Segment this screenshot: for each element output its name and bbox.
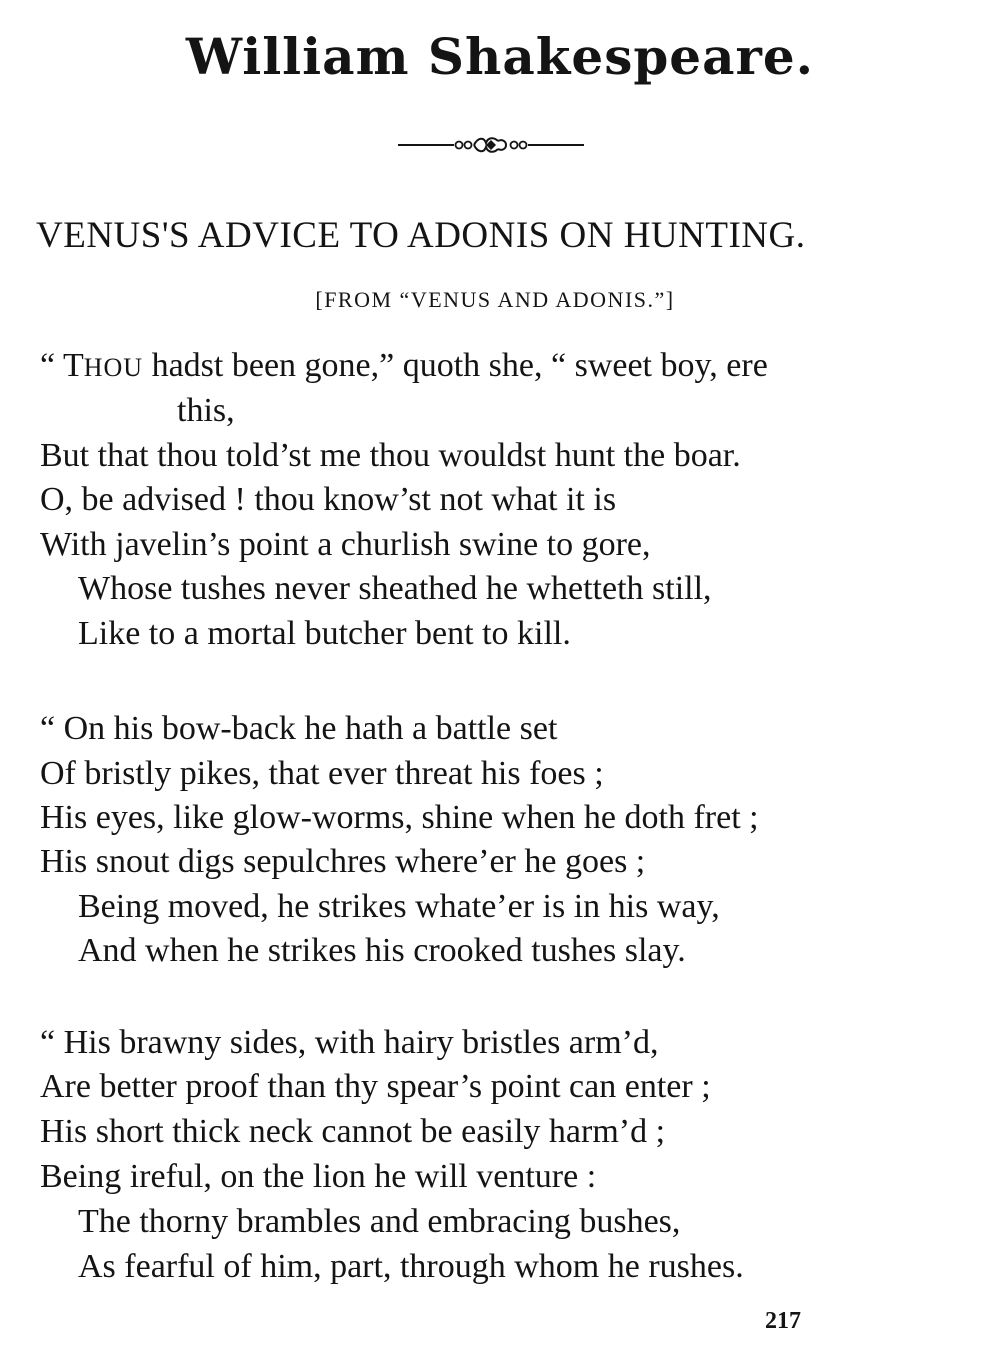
poem-line-text: hadst been gone,” quoth she, “ sweet boy, ere xyxy=(143,347,768,384)
poem-line: His snout digs sepulchres where’er he goes ; xyxy=(40,843,646,880)
poem-line-indented: Like to a mortal butcher bent to kill. xyxy=(78,615,571,652)
poem-line: O, be advised ! thou know’st not what it is xyxy=(40,481,617,518)
poem-line-indented: Whose tushes never sheathed he whetteth still, xyxy=(78,570,712,607)
poem-line: But that thou told’st me thou wouldst hunt the boar. xyxy=(40,437,741,474)
poem-title: VENUS'S ADVICE TO ADONIS ON HUNTING. xyxy=(36,215,806,256)
poem-line: “ On his bow-back he hath a battle set xyxy=(40,710,558,747)
poem-line: With javelin’s point a churlish swine to gore, xyxy=(40,526,651,563)
poem-line: Are better proof than thy spear’s point can enter ; xyxy=(40,1068,711,1105)
poem-line-indented: As fearful of him, part, through whom he rushes. xyxy=(78,1248,744,1285)
poem-line: His eyes, like glow-worms, shine when he doth fret ; xyxy=(40,799,759,836)
poem-line-indented: And when he strikes his crooked tushes slay. xyxy=(78,932,686,969)
poem-line: Of bristly pikes, that ever threat his foes ; xyxy=(40,755,604,792)
poem-line-indented: The thorny brambles and embracing bushes, xyxy=(78,1203,681,1240)
poem-source: [FROM “VENUS AND ADONIS.”] xyxy=(315,287,675,312)
page-number: 217 xyxy=(765,1308,801,1334)
poem-line-indented: Being moved, he strikes whate’er is in his way, xyxy=(78,888,720,925)
opening-quote-initial: “ T xyxy=(40,347,84,384)
poem-line: Being ireful, on the lion he will venture : xyxy=(40,1158,597,1195)
poem-line-turnover: this, xyxy=(177,392,235,429)
author-heading: William Shakespeare. xyxy=(185,27,815,86)
poem-line: His short thick neck cannot be easily harm’d ; xyxy=(40,1113,666,1150)
poem-line: “ His brawny sides, with hairy bristles arm’d, xyxy=(40,1024,659,1061)
poem-line xyxy=(40,344,768,390)
small-caps-first-word: HOU xyxy=(83,353,144,382)
